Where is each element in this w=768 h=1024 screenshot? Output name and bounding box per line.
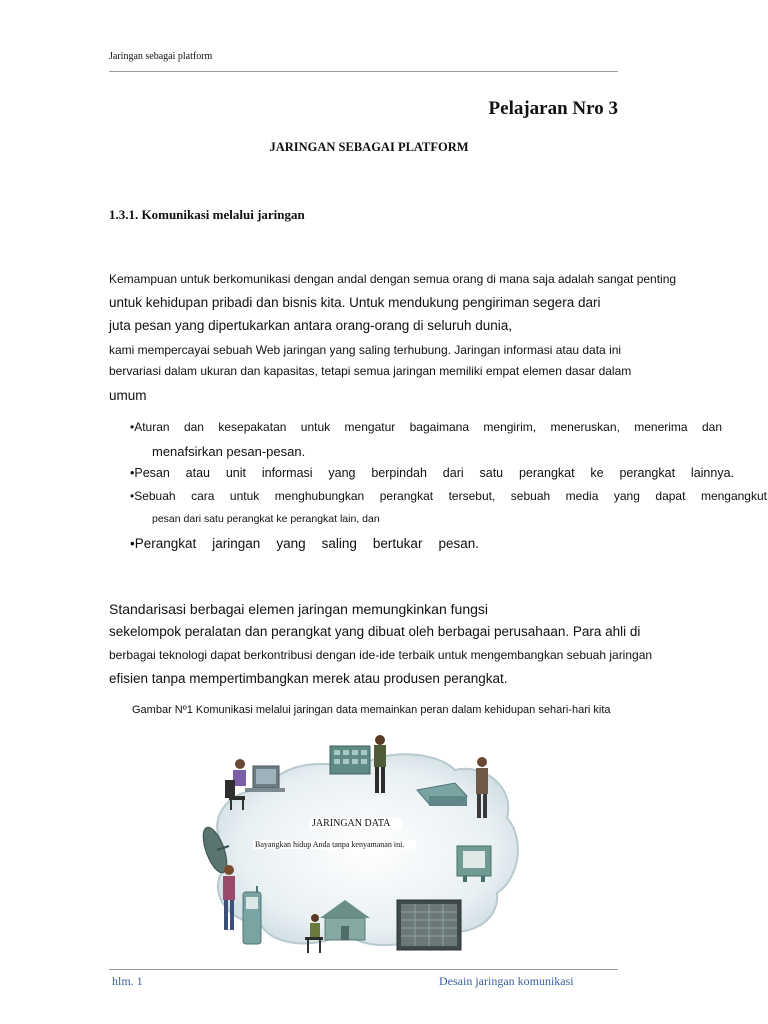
paragraph-1-line-4: kami mempercayai sebuah Web jaringan yang saling terhubung. Jaringan informasi atau data ini bbox=[109, 343, 622, 357]
paragraph-2-line-2: sekelompok peralatan dan perangkat yang dibuat oleh berbagai perusahaan. Para ahli di bbox=[109, 624, 641, 639]
cellphone-icon bbox=[243, 886, 261, 944]
paragraph-2-line-1: Standarisasi berbagai elemen jaringan memungkinkan fungsi bbox=[109, 601, 489, 617]
paragraph-1-line-5: bervariasi dalam ukuran dan kapasitas, tetapi semua jaringan memiliki empat elemen dasar dalam bbox=[109, 364, 632, 378]
paragraph-1-line-3: juta pesan yang dipertukarkan antara orang-orang di seluruh dunia, bbox=[109, 318, 513, 333]
network-label: JARINGAN DATA bbox=[310, 818, 402, 829]
footer-divider bbox=[109, 969, 618, 970]
page-number: hlm. 1 bbox=[112, 974, 143, 988]
header-divider bbox=[109, 71, 618, 72]
bullet-item-messages: •Pesan atau unit informasi yang berpindah dari satu perangkat ke perangkat lainnya. bbox=[130, 466, 734, 480]
paragraph-1-line-1: Kemampuan untuk berkomunikasi dengan andal dengan semua orang di mana saja adalah sangat penting bbox=[109, 272, 677, 286]
bullet-item-devices: •Perangkat jaringan yang saling bertukar pesan. bbox=[130, 536, 479, 551]
bullet-item-rules: •Aturan dan kesepakatan untuk mengatur bagaimana mengirim, meneruskan, menerima dan bbox=[130, 420, 722, 434]
footer-document-title: Desain jaringan komunikasi bbox=[439, 974, 574, 988]
network-sublabel: Bayangkan hidup Anda tanpa kenyamanan ini. bbox=[253, 840, 416, 849]
section-title: JARINGAN SEBAGAI PLATFORM bbox=[269, 140, 469, 154]
figure-caption: Gambar Nº1 Komunikasi melalui jaringan data memainkan peran dalam kehidupan sehari-hari kita bbox=[132, 704, 611, 716]
server-panel-icon bbox=[397, 900, 461, 950]
paragraph-2-line-3: berbagai teknologi dapat berkontribusi dengan ide-ide terbaik untuk mengembangkan sebuah jaringan bbox=[109, 648, 653, 662]
bullet-item-rules-continued: menafsirkan pesan-pesan. bbox=[152, 444, 306, 459]
bullet-item-media-continued: pesan dari satu perangkat ke perangkat lain, dan bbox=[152, 513, 380, 525]
running-header: Jaringan sebagai platform bbox=[109, 51, 213, 62]
paragraph-1-line-2: untuk kehidupan pribadi dan bisnis kita. Untuk mendukung pengiriman segera dari bbox=[109, 295, 601, 310]
lesson-title: Pelajaran Nro 3 bbox=[488, 98, 618, 119]
subsection-title: 1.3.1. Komunikasi melalui jaringan bbox=[109, 207, 305, 222]
bullet-item-media: •Sebuah cara untuk menghubungkan perangkat tersebut, sebuah media yang dapat mengangkut bbox=[130, 489, 767, 503]
paragraph-1-line-6: umum bbox=[109, 388, 147, 403]
paragraph-2-line-4: efisien tanpa mempertimbangkan merek atau produsen perangkat. bbox=[109, 671, 508, 686]
building-icon bbox=[330, 746, 370, 774]
